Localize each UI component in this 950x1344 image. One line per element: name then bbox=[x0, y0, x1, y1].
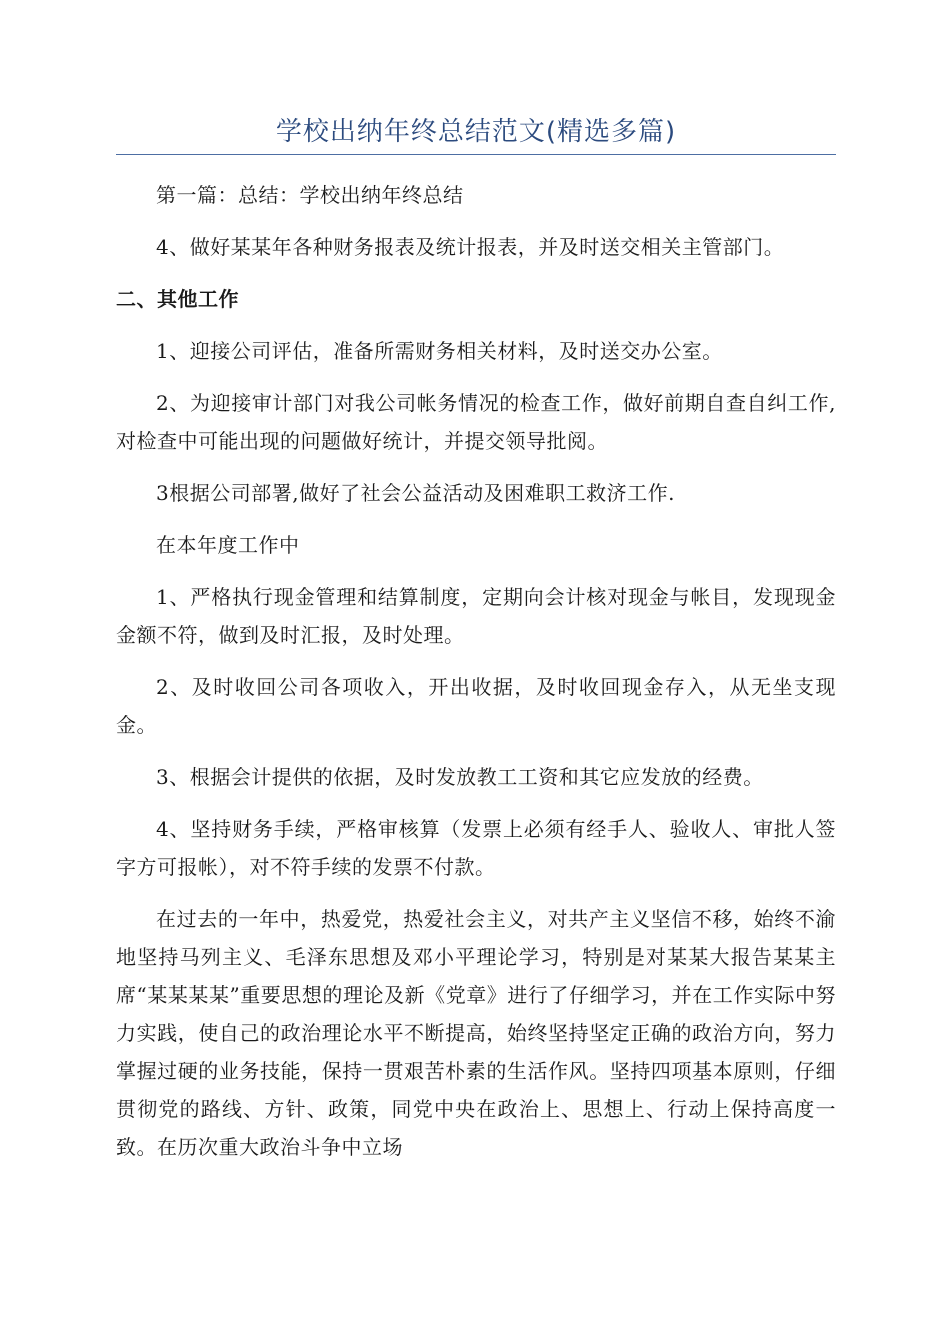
paragraph: 在本年度工作中 bbox=[156, 533, 300, 557]
title-underline bbox=[116, 154, 836, 155]
paragraph: 1、迎接公司评估，准备所需财务相关材料，及时送交办公室。 bbox=[156, 339, 723, 363]
paragraph: 2、为迎接审计部门对我公司帐务情况的检查工作，做好前期自查自纠工作,对检查中可能出现的问题做好统计，并提交领导批阅。 bbox=[116, 391, 836, 453]
paragraph: 1、严格执行现金管理和结算制度，定期向会计核对现金与帐目，发现现金金额不符，做到及时汇报，及时处理。 bbox=[116, 585, 836, 647]
paragraph: 4、做好某某年各种财务报表及统计报表，并及时送交相关主管部门。 bbox=[156, 235, 785, 259]
paragraph: 在过去的一年中，热爱党，热爱社会主义，对共产主义坚信不移，始终不渝地坚持马列主义、毛泽东思想及邓小平理论学习，特别是对某某大报告某某主席“某某某某”重要思想的理论及新《党章》进行了仔细学习，并在工作实际中努力实践，使自己的政治理论水平不断提高，始终坚持坚定正确的政治方向，努力掌握过硬的业务技能，保持一贯艰苦朴素的生活作风。坚持四项基本原则，仔细贯彻党的路线、方针、政策，同党中央在政治上、思想上、行动上保持高度一致。在历次重大政治斗争中立场 bbox=[116, 907, 836, 1159]
document-body bbox=[116, 176, 836, 1180]
paragraph: 4、坚持财务手续，严格审核算（发票上必须有经手人、验收人、审批人签字方可报帐），对不符手续的发票不付款。 bbox=[116, 817, 836, 879]
paragraph: 第一篇：总结：学校出纳年终总结 bbox=[156, 183, 464, 207]
paragraph: 2、及时收回公司各项收入，开出收据，及时收回现金存入，从无坐支现金。 bbox=[116, 675, 836, 737]
paragraph: 3根据公司部署,做好了社会公益活动及困难职工救济工作. bbox=[156, 481, 675, 505]
document-title: 学校出纳年终总结范文(精选多篇) bbox=[275, 117, 677, 147]
section-heading: 二、其他工作 bbox=[116, 287, 239, 311]
paragraph: 3、根据会计提供的依据，及时发放教工工资和其它应发放的经费。 bbox=[156, 765, 764, 789]
